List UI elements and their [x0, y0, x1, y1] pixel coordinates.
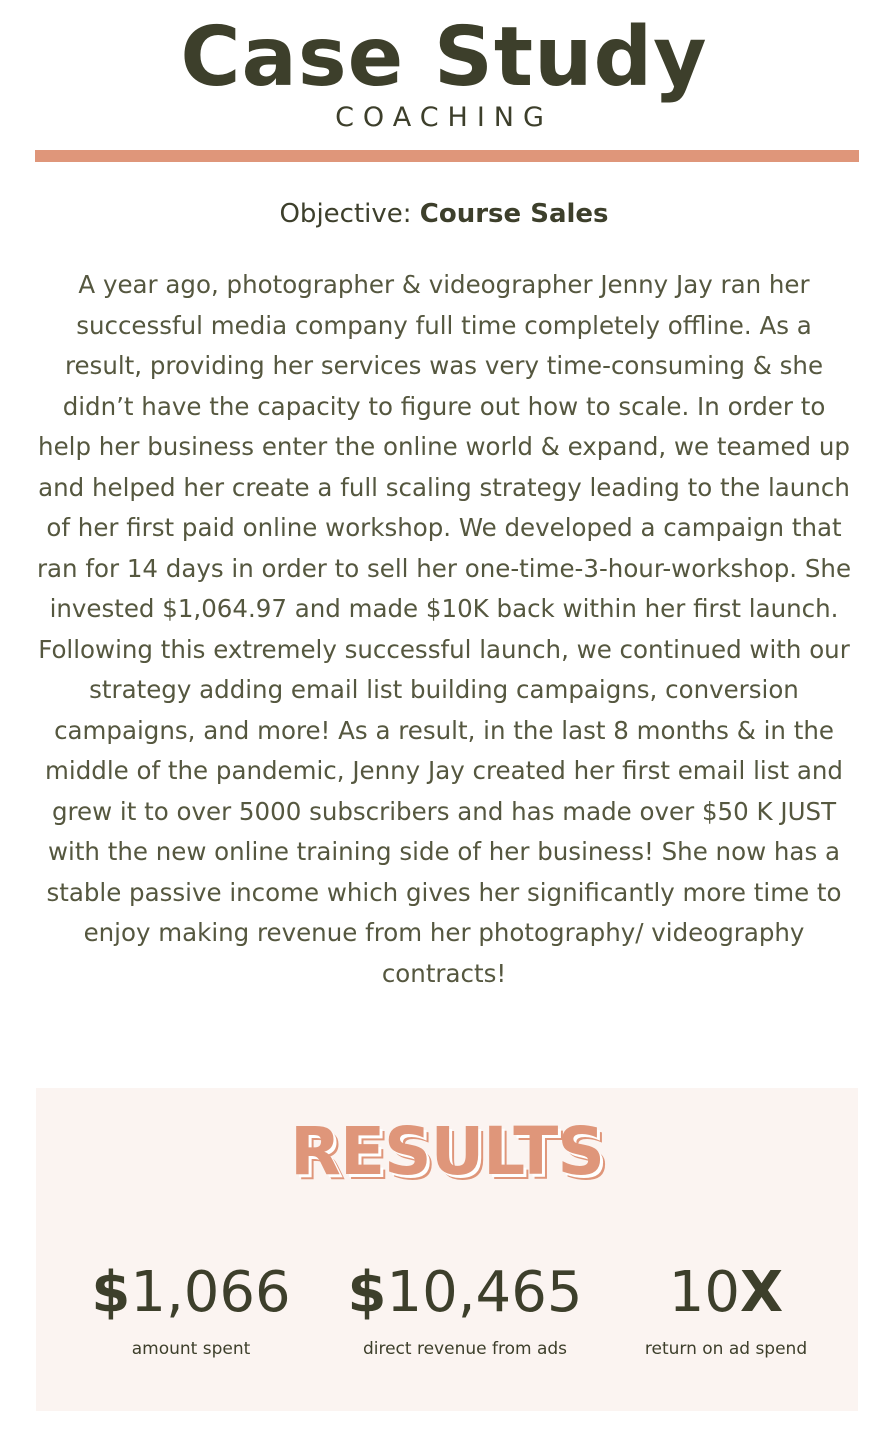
stat-value [626, 1253, 826, 1333]
objective-line [0, 194, 888, 234]
stat-number: 1,066 [130, 1260, 291, 1325]
objective-value: Course Sales [419, 199, 609, 229]
results-heading: RESULTS [290, 1113, 604, 1190]
stat-value [334, 1253, 596, 1333]
stat-number: 10 [668, 1260, 741, 1325]
stat-amount-spent [66, 1253, 316, 1361]
stat-label: amount spent [131, 1339, 251, 1359]
stat-value [66, 1253, 316, 1333]
accent-divider [35, 150, 859, 162]
stat-prefix: $ [91, 1260, 131, 1325]
stat-return-on-ad-spend [626, 1253, 826, 1361]
page-subtitle: COACHING [335, 102, 553, 133]
case-study-body: A year ago, photographer & videographer Jenny Jay ran her successful media company full time completely offline. As a result, providing her services was very time-consuming & she didn’t have the capacity to figure out how to scale. In order to help her business enter the online world & expand, we teamed up and helped her create a full scaling strategy leading to the launch of her first paid online workshop. We developed a campaign that ran for 14 days in order to sell her one-time-3-hour-workshop. She invested $1,064.97 and made $10K back within her first launch. Following this extremely successful launch, we continued with our strategy adding email list building campaigns, conversion campaigns, and more! As a result, in the last 8 months & in the middle of the pandemic, Jenny Jay created her first email list and grew it to over 5000 subscribers and has made over $50 K JUST with the new online training side of her business! She now has a stable passive income which gives her significantly more time to enjoy making revenue from her photography/ videography contracts! [36, 270, 852, 988]
results-panel [36, 1088, 858, 1411]
stat-number: 10,465 [386, 1260, 583, 1325]
stat-prefix: $ [347, 1260, 387, 1325]
stat-suffix: X [740, 1260, 784, 1325]
page-title: Case Study [180, 10, 708, 105]
stat-direct-revenue [334, 1253, 596, 1361]
stat-label: return on ad spend [644, 1339, 808, 1359]
stat-label: direct revenue from ads [362, 1339, 568, 1359]
objective-label: Objective: [279, 199, 412, 229]
